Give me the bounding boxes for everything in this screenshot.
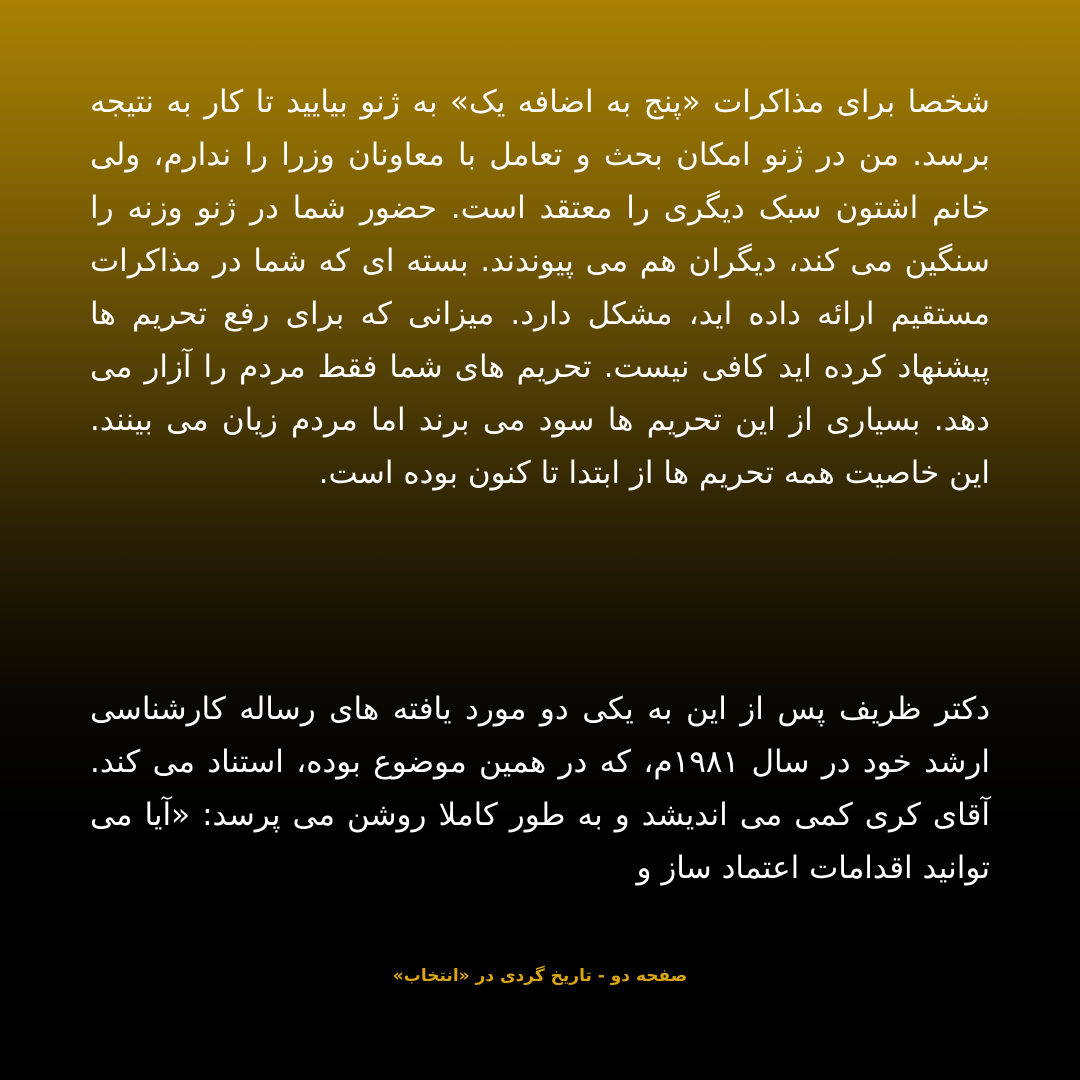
body-paragraph-1: شخصا برای مذاکرات «پنج به اضافه یک» به ژنو بیایید تا کار به نتیجه برسد. من در ژنو امکان بحث و تعامل با معاونان وزرا را ندارم، ولی خانم اشتون سبک دیگری را معتقد است. حضور شما در ژنو وزنه را سنگین می کند، دیگران هم می پیوندند. بسته ای که شما در مذاکرات مستقیم ارائه داده اید، مشکل دارد. میزانی که برای رفع تحریم ها پیشنهاد کرده اید کافی نیست. تحریم های شما فقط مردم را آزار می دهد. بسیاری از این تحریم ها سود می برند اما مردم زیان می بینند. این خاصیت همه تحریم ها از ابتدا تا کنون بوده است.: [90, 84, 990, 491]
page-caption: صفحه دو - تاریخ گردی در «انتخاب»: [392, 966, 688, 986]
body-paragraph-2: دکتر ظریف پس از این به یکی دو مورد یافته های رساله کارشناسی ارشد خود در سال ۱۹۸۱م، که در همین موضوع بوده، استناد می کند. آقای کری کمی می اندیشد و به طور کاملا روشن می پرسد: «آیا می توانید اقدامات اعتماد ساز و: [90, 691, 990, 886]
